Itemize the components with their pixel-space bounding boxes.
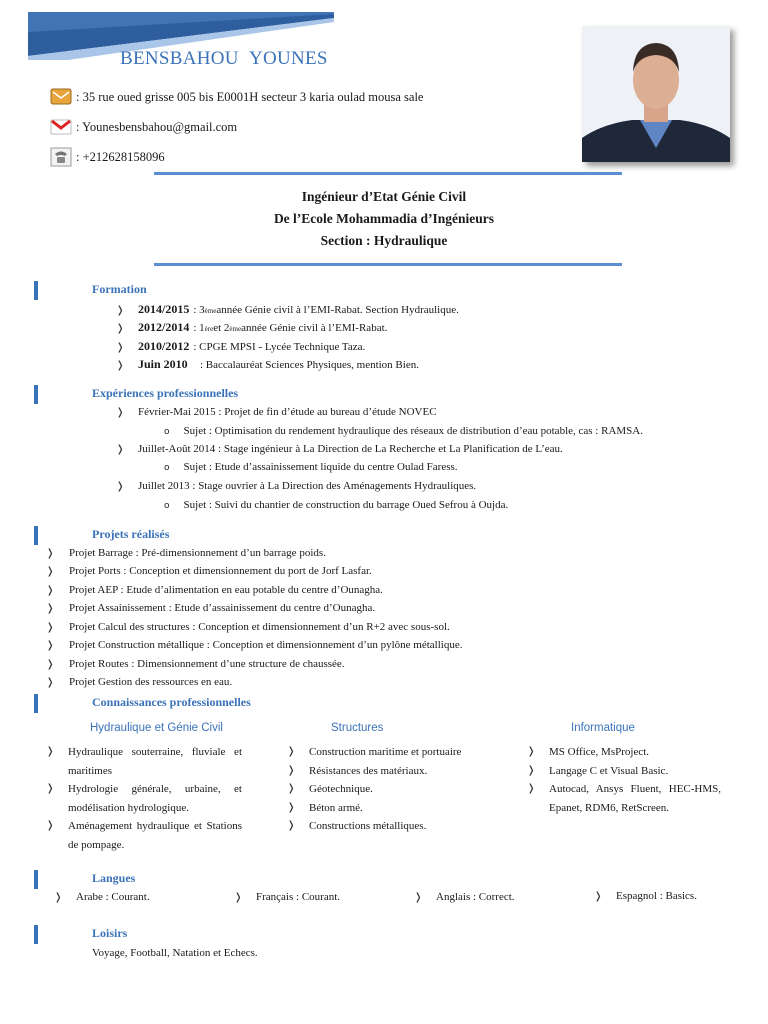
list-item: ❭ Autocad, Ansys Fluent, HEC-HMS, Epanet, RDM6, RetScreen.: [527, 780, 721, 817]
column-hydraulique: [46, 743, 242, 854]
chevron-icon: ❭: [287, 783, 296, 794]
telephone-icon: [50, 147, 72, 167]
list-item: ❭ Construction maritime et portuaire: [287, 743, 481, 762]
circle-bullet-icon: o: [164, 463, 170, 473]
envelope-icon: [50, 87, 72, 107]
chevron-icon: ❭: [287, 746, 296, 757]
column-structures: [287, 743, 481, 836]
title-line-3: Section : Hydraulique: [320, 233, 448, 248]
column-heading-hydraulique: Hydraulique et Génie Civil: [90, 722, 223, 734]
section-marker: [34, 694, 38, 713]
experience-subject: o Sujet : Etude d’assainissement liquide du centre Oulad Faress.: [164, 461, 458, 473]
loisirs-text: Voyage, Football, Natation et Echecs.: [92, 947, 258, 959]
experience-subject: o Sujet : Suivi du chantier de construction du barrage Oued Sefrou à Oujda.: [164, 499, 509, 511]
project-item: ❭ Projet Assainissement : Etude d’assainissement du centre d’Ounagha.: [46, 602, 376, 614]
column-heading-structures: Structures: [331, 722, 384, 734]
title-line-1: Ingénieur d’Etat Génie Civil: [301, 189, 467, 204]
chevron-icon: ❭: [46, 548, 55, 559]
section-title-langues: Langues: [92, 871, 136, 885]
circle-bullet-icon: o: [164, 501, 170, 511]
column-informatique: [527, 743, 721, 817]
chevron-icon: ❭: [46, 820, 55, 831]
circle-bullet-icon: o: [164, 427, 170, 437]
section-marker: [34, 925, 38, 944]
chevron-icon: ❭: [46, 622, 55, 633]
chevron-icon: ❭: [116, 444, 125, 455]
chevron-icon: ❭: [287, 764, 296, 776]
chevron-icon: ❭: [594, 891, 603, 902]
chevron-icon: ❭: [116, 305, 125, 316]
title-line-2: De l’Ecole Mohammadia d’Ingénieurs: [273, 211, 495, 226]
project-item: ❭ Projet Calcul des structures : Conception et dimensionnement d’un R+2 avec sous-sol.: [46, 621, 450, 633]
divider-top: [154, 172, 622, 175]
chevron-icon: ❭: [287, 801, 296, 813]
column-heading-informatique: Informatique: [571, 722, 635, 734]
phone-row: : +212628158096: [50, 146, 165, 168]
chevron-icon: ❭: [46, 585, 55, 596]
language-item: ❭ Français : Courant.: [234, 891, 341, 903]
formation-item: ❭ 2012/2014 : 1 ère et 2 ème année Génie civil à l’EMI-Rabat.: [116, 320, 388, 334]
chevron-icon: ❭: [46, 659, 55, 670]
formation-item: ❭ Juin 2010 : Baccalauréat Sciences Physiques, mention Bien.: [116, 357, 419, 371]
section-marker: [34, 385, 38, 404]
list-item: ❭ Hydrologie générale, urbaine, et modélisation hydrologique.: [46, 780, 242, 817]
list-item: ❭ Hydraulique souterraine, fluviale et maritimes: [46, 743, 242, 780]
gmail-icon: [50, 117, 72, 137]
chevron-icon: ❭: [116, 407, 125, 418]
section-marker: [34, 526, 38, 545]
chevron-icon: ❭: [527, 783, 536, 794]
language-item: ❭ Espagnol : Basics.: [594, 890, 697, 902]
experience-item: ❭ Février-Mai 2015 : Projet de fin d’étude au bureau d’étude NOVEC: [116, 406, 437, 418]
list-item: ❭ Langage C et Visual Basic.: [527, 762, 721, 781]
list-item: ❭ Béton armé.: [287, 799, 481, 818]
language-item: ❭ Arabe : Courant.: [54, 891, 150, 903]
section-title-experiences: Expériences professionnelles: [92, 386, 239, 400]
chevron-icon: ❭: [54, 892, 63, 903]
chevron-icon: ❭: [287, 820, 296, 831]
candidate-name: BENSBAHOU YOUNES: [120, 48, 328, 69]
section-marker: [34, 281, 38, 300]
list-item: ❭ Constructions métalliques.: [287, 817, 481, 836]
chevron-icon: ❭: [46, 677, 55, 688]
chevron-icon: ❭: [116, 323, 125, 334]
list-item: ❭ Géotechnique.: [287, 780, 481, 799]
project-item: ❭ Projet Construction métallique : Conception et dimensionnement d’un pylône métallique.: [46, 639, 463, 651]
experience-item: ❭ Juillet 2013 : Stage ouvrier à La Direction des Aménagements Hydrauliques.: [116, 480, 477, 492]
list-item: ❭ MS Office, MsProject.: [527, 743, 721, 762]
chevron-icon: ❭: [46, 640, 55, 651]
chevron-icon: ❭: [116, 360, 125, 371]
chevron-icon: ❭: [414, 892, 423, 903]
chevron-icon: ❭: [46, 783, 55, 794]
project-item: ❭ Projet AEP : Etude d’alimentation en eau potable du centre d’Ounagha.: [46, 584, 383, 596]
experience-item: ❭ Juillet-Août 2014 : Stage ingénieur à La Direction de La Recherche et La Planification de L’eau.: [116, 443, 563, 455]
formation-item: ❭ 2014/2015 : 3 ème année Génie civil à l’EMI-Rabat. Section Hydraulique.: [116, 302, 459, 316]
chevron-icon: ❭: [46, 746, 55, 757]
chevron-icon: ❭: [527, 746, 536, 757]
section-title-loisirs: Loisirs: [92, 926, 128, 940]
project-item: ❭ Projet Barrage : Pré-dimensionnement d’un barrage poids.: [46, 547, 326, 559]
email-row: : Younesbensbahou@gmail.com: [50, 116, 237, 138]
chevron-icon: ❭: [234, 892, 243, 903]
address-row: : 35 rue oued grisse 005 bis E0001H secteur 3 karia oulad mousa sale: [50, 86, 424, 108]
project-item: ❭ Projet Gestion des ressources en eau.: [46, 676, 233, 688]
project-item: ❭ Projet Ports : Conception et dimensionnement du port de Jorf Lasfar.: [46, 565, 372, 577]
chevron-icon: ❭: [116, 481, 125, 492]
chevron-icon: ❭: [116, 342, 125, 353]
language-item: ❭ Anglais : Correct.: [414, 891, 515, 903]
experience-subject: o Sujet : Optimisation du rendement hydraulique des réseaux de distribution d’eau potable, cas : RAMSA.: [164, 425, 643, 437]
section-title-formation: Formation: [92, 282, 147, 296]
list-item: ❭ Résistances des matériaux.: [287, 762, 481, 781]
section-marker: [34, 870, 38, 889]
chevron-icon: ❭: [46, 603, 55, 614]
divider-bottom: [154, 263, 622, 266]
chevron-icon: ❭: [527, 764, 536, 776]
chevron-icon: ❭: [46, 566, 55, 577]
profile-photo: [582, 26, 730, 162]
project-item: ❭ Projet Routes : Dimensionnement d’une structure de chaussée.: [46, 658, 345, 670]
list-item: ❭ Aménagement hydraulique et Stations de pompage.: [46, 817, 242, 854]
section-title-projets: Projets réalisés: [92, 527, 170, 541]
section-title-connaissances: Connaissances professionnelles: [92, 695, 251, 709]
formation-item: ❭ 2010/2012 : CPGE MPSI - Lycée Technique Taza.: [116, 339, 366, 353]
